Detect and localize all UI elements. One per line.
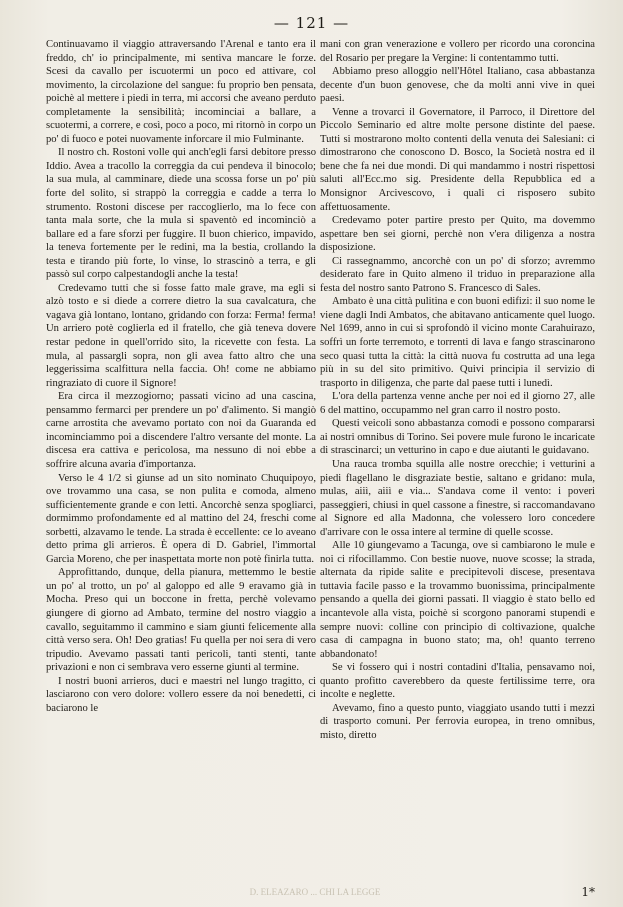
paragraph: Avevamo, fino a questo punto, viaggiato usando tutti i mezzi di trasporto comuni. Per ferrovia europea, in treno omnibus, misto, diretto	[320, 702, 595, 741]
paragraph: L'ora della partenza venne anche per noi ed il giorno 27, alle 6 del mattino, occupammo nel gran carro il nostro posto.	[320, 391, 595, 416]
paragraph: Venne a trovarci il Governatore, il Parroco, il Direttore del Piccolo Seminario ed altre molte persone distinte del paese. Tutti si mostrarono molto contenti della venuta dei Salesiani: ci dimostrarono che conoscono D. Bosco, la Società nostra ed il bene che fa nei due mondi. Di qui mandammo i nostri rispettosi saluti all'Ecc.mo sig. Presidente della Repubblica ed a Monsignor Arcivescovo, i quali ci risposero subito affettuosamente.	[320, 106, 595, 213]
paragraph: Credevamo poter partire presto per Quito, ma dovemmo aspettare ben sei giorni, perchè non v'era diligenza a nostra disposizione.	[320, 215, 595, 254]
right-column	[320, 38, 595, 742]
paragraph: Se vi fossero qui i nostri contadini d'Italia, pensavamo noi, quanto profitto caverebbero da queste fertilissime terre, ora incolte e neglette.	[320, 662, 595, 701]
paragraph: Credevamo tutti che si fosse fatto male grave, ma egli si alzò tosto e si diede a correre dietro la sua cavalcatura, che vagava già lontano, lontano, gridando con forza: Ferma! ferma! Un arriero potè coglierla ed il fratello, che già teneva dovere restar pedone in quell'orrido sito, la ricevette con festa. La mula, al passargli sopra, non gli avea fatto altro che una leggerissima scalfittura nella faccia. Oh! come ne abbiamo ringraziato di cuore il Signore!	[46, 282, 316, 389]
paragraph: Ambato è una città pulitina e con buoni edifizi: il suo nome le viene dagli Indi Ambatos, che abitavano anticamente quel luogo. Nel 1699, anno in cui si sprofondò il vicino monte Carahuirazo, soffrì un forte terremoto, e torrenti di lava e fango strascinarono seco quasi tutta la città: la città nuova fu costrutta ad una lega più in su del sito primitivo. Quivi principia il servizio di trasporto in diligenza, che parte dal paese tutti i lunedì.	[320, 296, 595, 389]
paragraph: Approfittando, dunque, della pianura, mettemmo le bestie un po' al trotto, un po' al galoppo ed alle 9 eravamo già in Mocha. Preso qui un boccone in fretta, perchè volevamo giungere di giorno ad Ambato, termine del nostro viaggio a cavallo, seguitammo il cammino e siam giunti felicemente alla città verso sera. Oh! Deo gratias! Fu quella per noi sera di vero tripudio. Avevamo passati tanti pericoli, tanti stenti, tante privazioni e non ci sembrava vero esserne giunti al termine.	[46, 567, 316, 674]
bleed-through-text: D. ELEAZARO ... CHI LA LEGGE	[249, 887, 381, 897]
paragraph: Verso le 4 1/2 si giunse ad un sito nominato Chuquipoyo, ove trovammo una casa, se non pulita e comoda, almeno sufficientemente grande e con letti. Ancorchè senza spogliarci, dormimmo profondamente ed al mattino del 24, freschi come sorbetti, alzavamo le tende. La strada è eccellente: ce lo aveano detto prima gli arrieros. È opera di D. Gabriel, l'immortal Garcìa Moreno, che per inaspettata morte non potè finirla tutta.	[46, 472, 316, 565]
page-number: — 121 —	[273, 14, 350, 32]
paragraph: Ci rassegnammo, ancorchè con un po' di sforzo; avremmo desiderato fare in Quito almeno il triduo in preparazione alla festa del nostro santo Patrono S. Francesco di Sales.	[320, 255, 595, 294]
paragraph: I nostri buoni arrieros, duci e maestri nel lungo tragitto, ci lasciarono con vero dolore: vollero essere da noi benedetti, ci baciarono le	[46, 675, 316, 714]
left-column	[46, 38, 316, 715]
paragraph: Continuavamo il viaggio attraversando l'Arenal e tanto era il freddo, ch' io principalmente, mi sentiva mancare le forze. Scesi da cavallo per iscuotermi un poco ed attivare, col movimento, la circolazione del sangue: fu proprio ben pensata, poichè al mettere i piedi in terra, mi accorsi che aveano perduto completamente la sensibilità; incominciai a ballare, a scuotermi, a correre, e così, poco a poco, mi ritornò in corpo un po' di fuoco e potei nuovamente inforcare il mio Fulminante.	[46, 39, 316, 145]
paragraph: Una rauca tromba squilla alle nostre orecchie; i vetturini a piedi flagellano le disgraziate bestie, saltano e gridano: mula, mulas, aiiì, aiiì e via... S'andava come il vento: i poveri passeggieri, chiusi in quel cassone a finestre, si raccomandavano al Signore ed alla Madonna, che volessero loro concedere d'arrivare con le ossa intere al termine di quelle scosse.	[320, 458, 595, 538]
paragraph: Alle 10 giungevamo a Tacunga, ove si cambiarono le mule e noi ci rifocillammo. Con bestie nuove, nuove scosse; la strada, alternata da ripide salite e precipitevoli discese, presentava tuttavia facile passo e la trovammo buonissima, principalmente pensando a quella dei giorni passati. Il viaggio è stato bello ed incantevole alla vista, poichè si scorgono panorami stupendi e sempre nuovi: colline con principio di coltivazione, qualche casa di campagna in buono stato; ma, oh! quanto terreno abbandonato!	[320, 540, 595, 660]
paragraph: Questi veicoli sono abbastanza comodi e possono compararsi ai nostri omnibus di Torino. Sei povere mule furono le incaricate di strascinarci; un vetturino in capo e due aiutanti le guidavano.	[320, 418, 595, 457]
signature-mark: 1*	[581, 885, 595, 899]
paragraph: mani con gran venerazione e vollero per ricordo una coroncina del Rosario per pregare la Vergine: li contentammo tutti.	[320, 39, 595, 64]
paragraph: Era circa il mezzogiorno; passati vicino ad una cascina, pensammo fermarci per prendere un po' d'alimento. Si mangiò carne arrostita che avevamo portato con noi da Guaranda ed incominciammo poi a discendere l'altro versante del monte. La discesa era cattiva e pericolosa, ma nessuno di noi ebbe a soffrire alcuna avaria d'importanza.	[46, 391, 316, 470]
paragraph: Il nostro ch. Rostoni volle qui anch'egli farsi debitore presso Iddio. Avea a tracollo la correggia da cui pendeva il binocolo; la sua mula, al camminare, diede una scossa forse un po' più forte del solito, si strappò la correggia e cadde a terra lo strumento. Rostoni discese per raccoglierlo, ma lo fece con tanta mala sorte, che la mula si spaventò ed incominciò a ballare ed a fare sforzi per fuggire. Il buon chierico, impavido, la teneva fortemente per le redini, ma la bestia, crollando la testa e tirando più forte, lo vinse, lo strascinò a terra, e gli passò sul corpo calpestandogli anche la testa!	[46, 147, 316, 281]
paragraph: Abbiamo preso alloggio nell'Hôtel Italiano, casa abbastanza decente d'un buon genovese, che da molti anni vive in quei paesi.	[320, 66, 595, 105]
